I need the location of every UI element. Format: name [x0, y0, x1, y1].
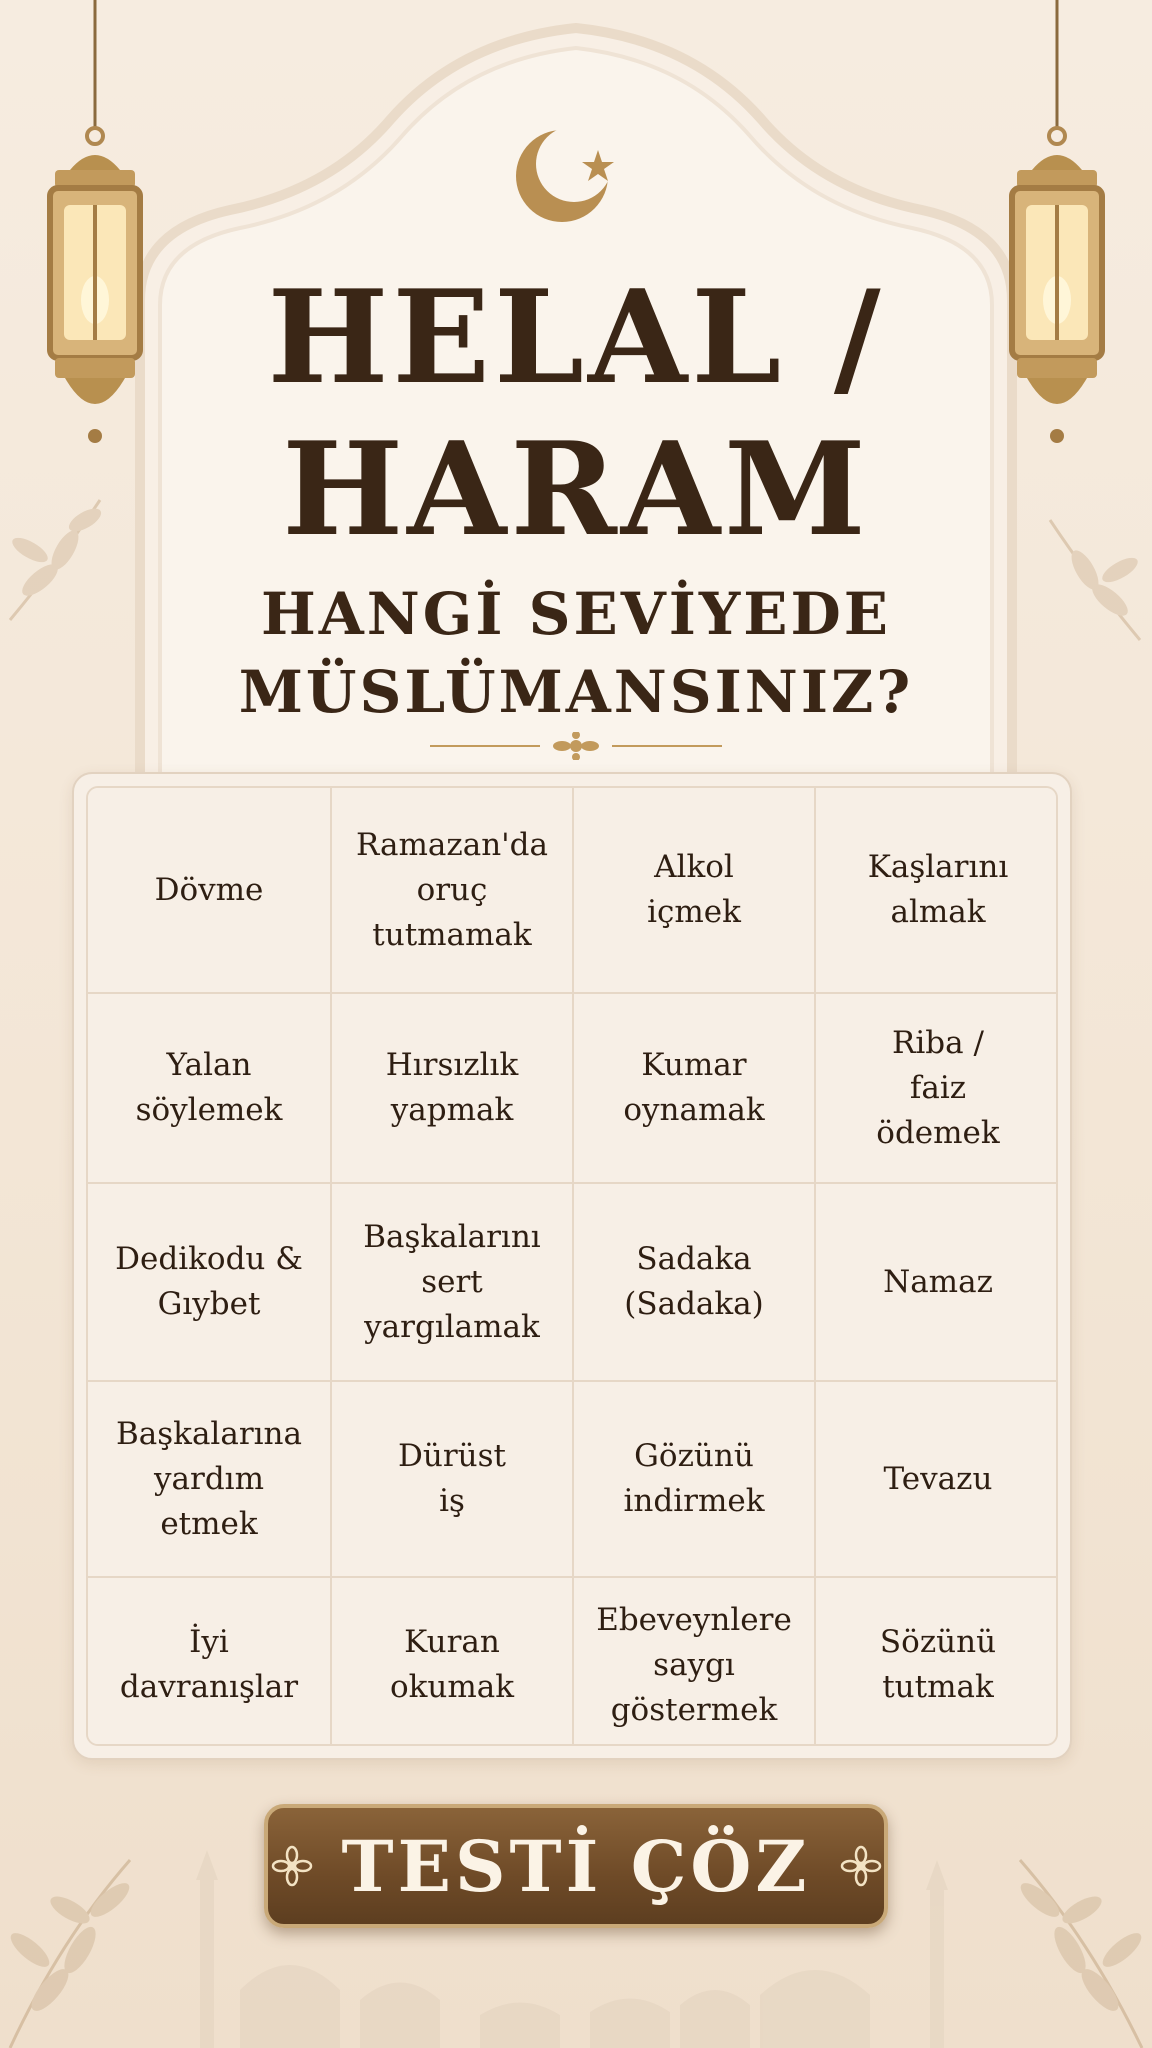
grid-cell[interactable]: Dürüst iş: [332, 1382, 574, 1578]
quiz-grid: [86, 786, 1058, 1746]
divider-ornament: [430, 732, 722, 760]
grid-cell[interactable]: Kaşlarını almak: [816, 788, 1058, 994]
grid-cell[interactable]: Namaz: [816, 1184, 1058, 1382]
grid-cell[interactable]: Başkalarını sert yargılamak: [332, 1184, 574, 1382]
page-title-line2: HARAM: [282, 415, 870, 565]
subtitle-line2: MÜSLÜMANSINIZ?: [238, 658, 914, 726]
grid-cell[interactable]: Sadaka (Sadaka): [574, 1184, 816, 1382]
grid-cell[interactable]: Tevazu: [816, 1382, 1058, 1578]
grid-cell[interactable]: Riba / faiz ödemek: [816, 994, 1058, 1184]
grid-cell[interactable]: Ebeveynlere saygı göstermek: [574, 1578, 816, 1746]
page-title-line1: HELAL /: [267, 263, 885, 413]
flower-ornament-icon: [839, 1844, 883, 1888]
grid-cell[interactable]: Kumar oynamak: [574, 994, 816, 1184]
grid-cell[interactable]: Kuran okumak: [332, 1578, 574, 1746]
quiz-grid-card: [72, 772, 1072, 1760]
crescent-star-icon: [516, 120, 636, 230]
subtitle-line1: HANGİ SEVİYEDE: [260, 580, 891, 648]
grid-cell[interactable]: Dövme: [88, 788, 332, 994]
grid-cell[interactable]: Ramazan'da oruç tutmamak: [332, 788, 574, 994]
start-quiz-label: TESTİ ÇÖZ: [341, 1824, 811, 1908]
grid-cell[interactable]: Yalan söylemek: [88, 994, 332, 1184]
flower-ornament-icon: [270, 1844, 314, 1888]
grid-cell[interactable]: İyi davranışlar: [88, 1578, 332, 1746]
grid-cell[interactable]: Başkalarına yardım etmek: [88, 1382, 332, 1578]
grid-cell[interactable]: Sözünü tutmak: [816, 1578, 1058, 1746]
grid-cell[interactable]: Dedikodu & Gıybet: [88, 1184, 332, 1382]
grid-cell[interactable]: Alkol içmek: [574, 788, 816, 994]
start-quiz-button[interactable]: [264, 1804, 888, 1928]
grid-cell[interactable]: Gözünü indirmek: [574, 1382, 816, 1578]
grid-cell[interactable]: Hırsızlık yapmak: [332, 994, 574, 1184]
